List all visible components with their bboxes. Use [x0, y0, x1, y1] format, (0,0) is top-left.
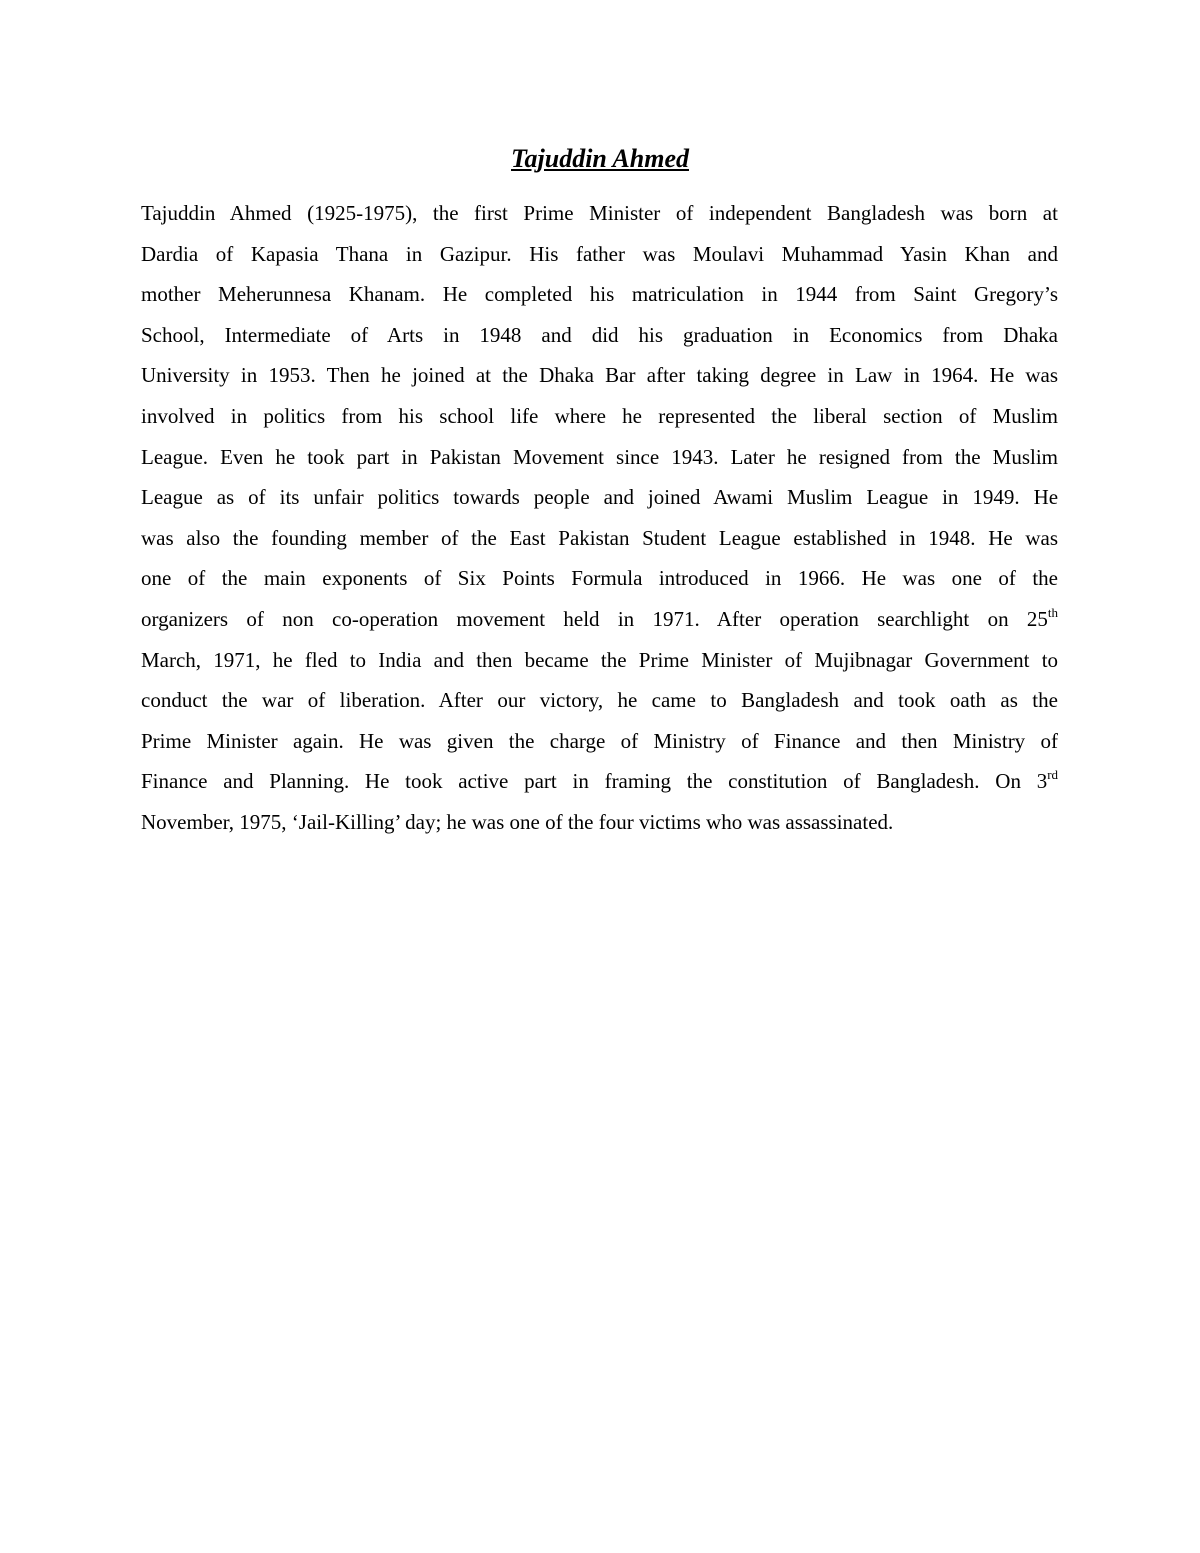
paragraph-line [141, 558, 1058, 599]
line-text: League. Even he took part in Pakistan Movement since 1943. Later he resigned from the Muslim [141, 444, 1059, 469]
paragraph-line [141, 518, 1058, 559]
paragraph-line [141, 274, 1058, 315]
biography-paragraph [141, 193, 1058, 843]
line-text: involved in politics from his school life where he represented the liberal section of Muslim [141, 403, 1058, 428]
paragraph-line [141, 234, 1058, 275]
line-text: Prime Minister again. He was given the charge of Ministry of Finance and then Ministry of [141, 728, 1058, 753]
document-title: Tajuddin Ahmed [511, 144, 689, 173]
line-text: November, 1975, ‘Jail-Killing’ day; he was one of the four victims who was assassinated. [141, 809, 894, 834]
line-text: organizers of non co-operation movement held in 1971. After operation searchlight on 25 [141, 606, 1048, 631]
paragraph-line [141, 802, 1058, 843]
line-text: mother Meherunnesa Khanam. He completed his matriculation in 1944 from Saint Gregory’s [141, 282, 1058, 307]
line-text: Dardia of Kapasia Thana in Gazipur. His father was Moulavi Muhammad Yasin Khan and [141, 241, 1058, 266]
paragraph-line [141, 761, 1058, 802]
line-text: League as of its unfair politics towards people and joined Awami Muslim League in 1949. He [141, 485, 1059, 510]
line-text: School, Intermediate of Arts in 1948 and did his graduation in Economics from Dhaka [141, 322, 1059, 347]
paragraph-line [141, 193, 1058, 234]
paragraph-line [141, 477, 1058, 518]
line-text: March, 1971, he fled to India and then became the Prime Minister of Mujibnagar Government to [141, 647, 1059, 672]
paragraph-line [141, 355, 1058, 396]
line-text: Finance and Planning. He took active part in framing the constitution of Bangladesh. On 3 [141, 769, 1048, 794]
paragraph-line [141, 680, 1058, 721]
line-text: was also the founding member of the East Pakistan Student League established in 1948. He was [141, 525, 1058, 550]
line-text: conduct the war of liberation. After our victory, he came to Bangladesh and took oath as the [141, 688, 1058, 713]
paragraph-line [141, 721, 1058, 762]
line-text: Tajuddin Ahmed (1925-1975), the first Prime Minister of independent Bangladesh was born at [141, 201, 1058, 225]
line-text: one of the main exponents of Six Points Formula introduced in 1966. He was one of the [141, 566, 1058, 591]
ordinal-superscript: rd [1047, 767, 1059, 783]
ordinal-superscript: th [1047, 604, 1059, 620]
paragraph-line [141, 640, 1058, 681]
paragraph-line [141, 437, 1058, 478]
paragraph-line [141, 315, 1058, 356]
paragraph-line [141, 396, 1058, 437]
paragraph-line [141, 599, 1058, 640]
line-text: University in 1953. Then he joined at the Dhaka Bar after taking degree in Law in 1964. He was [141, 363, 1059, 388]
